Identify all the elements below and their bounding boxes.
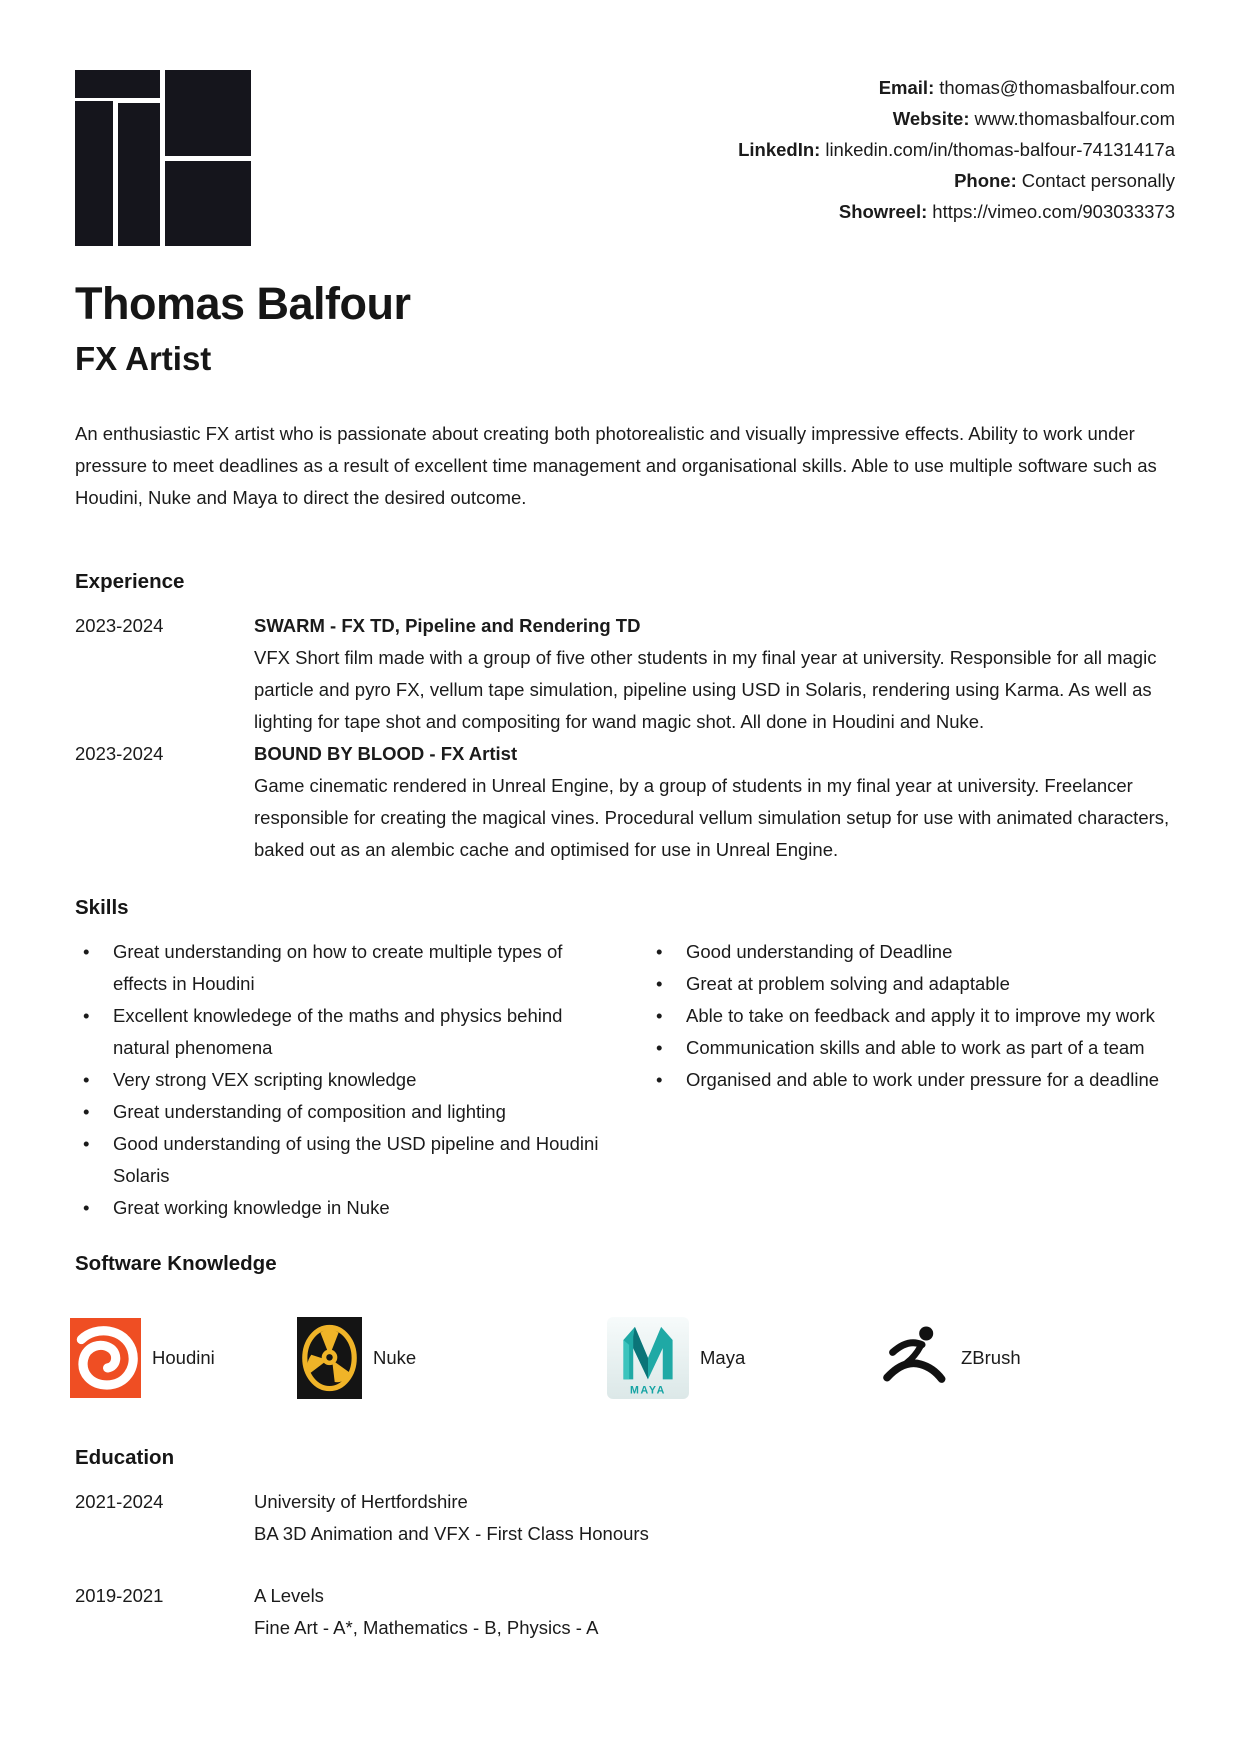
skills-left-column [75,936,602,1224]
experience-title: BOUND BY BLOOD - FX Artist [254,743,518,764]
experience-detail [254,738,1175,866]
software-label: Maya [700,1347,746,1368]
email-value[interactable]: thomas@thomasbalfour.com [939,77,1175,98]
skill-item: • Very strong VEX scripting knowledge [75,1064,602,1096]
education-heading: Education [75,1446,175,1469]
skills-right-column [648,936,1175,1224]
contact-phone [738,165,1175,196]
education-row [75,1580,1175,1644]
contact-block [738,70,1175,227]
skills-heading: Skills [75,896,129,919]
logo-block [118,103,160,246]
logo-block [75,101,113,246]
zbrush-logo-icon [880,1324,950,1392]
logo-block [165,161,251,246]
job-title: FX Artist [75,340,212,377]
software-item-maya [607,1316,745,1400]
logo-block [165,70,251,156]
education-line: BA 3D Animation and VFX - First Class Honours [254,1523,649,1544]
education-section [75,1446,1175,1644]
experience-dates: 2023-2024 [75,615,164,636]
showreel-label: Showreel: [838,201,928,222]
maya-logo-icon [607,1317,689,1399]
software-item-houdini [70,1316,215,1400]
skill-item: • Organised and able to work under pressure for a deadline [648,1064,1175,1096]
software-logos-row [75,1316,1175,1400]
skills-columns [75,936,1175,1224]
skill-item: • Great understanding on how to create multiple types of effects in Houdini [75,936,602,1000]
skill-item: • Good understanding of Deadline [648,936,1175,968]
skill-item: • Great working knowledge in Nuke [75,1192,602,1224]
education-dates: 2021-2024 [75,1491,164,1512]
experience-dates: 2023-2024 [75,743,164,764]
phone-value: Contact personally [1021,170,1175,191]
person-name: Thomas Balfour [75,278,411,329]
education-dates: 2019-2021 [75,1585,164,1606]
experience-row [75,610,1175,738]
experience-detail [254,610,1175,738]
skill-item: • Great at problem solving and adaptable [648,968,1175,1000]
logo-block [75,70,160,98]
nuke-logo-icon [297,1317,362,1399]
software-section [75,1252,1175,1400]
linkedin-value[interactable]: linkedin.com/in/thomas-balfour-74131417a [825,139,1175,160]
education-row [75,1486,1175,1550]
experience-row [75,738,1175,866]
skill-item: • Able to take on feedback and apply it to improve my work [648,1000,1175,1032]
skills-section [75,896,1175,1224]
summary-paragraph: An enthusiastic FX artist who is passionate about creating both photorealistic and visually impressive effects. Ability to work under pressure to meet deadlines as a result of excellent time management and organisational skills. Able to use multiple software such as Houdini, Nuke and Maya to direct the desired outcome. [75,423,1157,508]
contact-email [738,72,1175,103]
showreel-value[interactable]: https://vimeo.com/903033373 [932,201,1175,222]
education-detail [254,1580,1175,1644]
skill-item: • Excellent knowledege of the maths and physics behind natural phenomena [75,1000,602,1064]
contact-website [738,103,1175,134]
skill-item: • Great understanding of composition and lighting [75,1096,602,1128]
experience-description: Game cinematic rendered in Unreal Engine, by a group of students in my final year at university. Freelancer responsible for creating the magical vines. Procedural vellum simulation setup for use with animated characters, baked out as an alembic cache and optimised for use in Unreal Engine. [254,775,1170,860]
education-line: A Levels [254,1585,324,1606]
experience-section [75,570,1175,866]
experience-description: VFX Short film made with a group of five other students in my final year at university. Responsible for all magic particle and pyro FX, vellum tape simulation, pipeline using USD in Solaris, rendering using Karma. As well as lighting for tape shot and compositing for wand magic shot. All done in Houdini and Nuke. [254,647,1157,732]
software-label: Nuke [373,1347,417,1368]
phone-label: Phone: [954,170,1017,191]
contact-showreel [738,196,1175,227]
software-label: Houdini [152,1347,215,1368]
website-label: Website: [892,108,970,129]
header [75,0,1175,246]
website-value[interactable]: www.thomasbalfour.com [974,108,1175,129]
tb-monogram-logo [75,70,251,246]
experience-heading: Experience [75,570,185,593]
experience-title: SWARM - FX TD, Pipeline and Rendering TD [254,615,641,636]
software-heading: Software Knowledge [75,1252,277,1275]
skill-item: • Communication skills and able to work as part of a team [648,1032,1175,1064]
education-detail [254,1486,1175,1550]
houdini-logo-icon [70,1318,141,1398]
education-line: Fine Art - A*, Mathematics - B, Physics - A [254,1617,599,1638]
software-item-zbrush [880,1316,1021,1400]
software-item-nuke [297,1316,416,1400]
contact-linkedin [738,134,1175,165]
software-label: ZBrush [961,1347,1021,1368]
svg-text:MAYA: MAYA [630,1384,666,1397]
education-line: University of Hertfordshire [254,1491,468,1512]
email-label: Email: [878,77,935,98]
skill-item: • Good understanding of using the USD pipeline and Houdini Solaris [75,1128,602,1192]
linkedin-label: LinkedIn: [738,139,821,160]
